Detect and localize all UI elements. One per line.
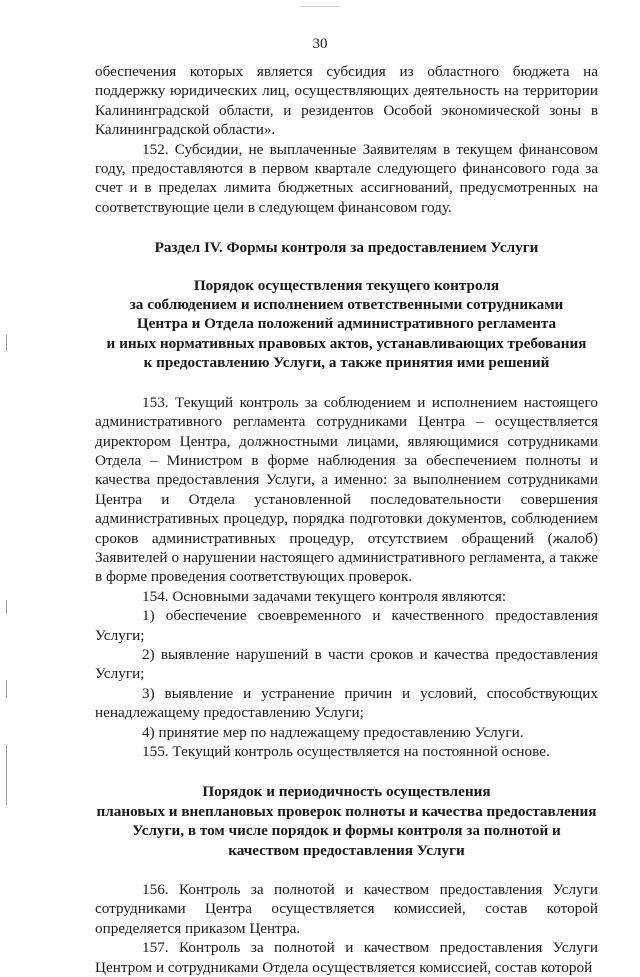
paragraph: 152. Субсидии, не выплаченные Заявителям в текущем финансовом году, предоставляются в первом квартале следующего финансового года за счет и в пределах лимита бюджетных ассигнований, предусмотренных на соответствующие цели в следующем финансовом году. (95, 140, 598, 216)
scan-artifact (6, 600, 7, 614)
paragraph: 153. Текущий контроль за соблюдением и исполнением настоящего административного регламента сотрудниками Центра – осуществляется директором Центра, должностными лицами, являющимися сотрудниками Отдела – Министром в форме наблюдения за обеспечением полноты и качества предоставления Услуги, а именно: за выполнением сотрудниками Центра и Отдела установленной последовательности совершения административных процедур, порядка подготовки документов, соблюдением сроков административных процедур, отсутствием обращений (жалоб) Заявителей о нарушении настоящего административного регламента, а также в форме проведения соответствующих проверок. (95, 393, 598, 586)
paragraph: 155. Текущий контроль осуществляется на постоянной основе. (142, 743, 550, 760)
section-title: Раздел IV. Формы контроля за предоставлением Услуги (154, 239, 539, 257)
document-body (95, 62, 598, 977)
paragraph: обеспечения которых является субсидия из областного бюджета на поддержку юридических лиц, осуществляющих деятельность на территории Калининградской области, и резидентов Особой экономической зоны в Калининградской области». (95, 63, 598, 139)
subsection-heading (95, 782, 598, 860)
heading-line: к предоставлению Услуги, а также принятия ими решений (143, 354, 550, 372)
heading-line: Услуги, в том числе порядок и формы контроля за полнотой и (132, 822, 561, 840)
heading-line: качеством предоставления Услуги (228, 841, 465, 859)
scan-artifact (6, 680, 7, 698)
heading-line: плановых и внеплановых проверок полноты и качества предоставления (96, 802, 597, 820)
list-item: 3) выявление и устранение причин и условий, способствующих ненадлежащему предоставлению Услуги; (95, 684, 598, 722)
paragraph: 154. Основными задачами текущего контроля являются: (142, 587, 507, 605)
heading-line: и иных нормативных правовых актов, устанавливающих требования (106, 334, 587, 352)
scan-artifact (300, 6, 340, 7)
subsection-heading (95, 276, 598, 373)
heading-line: Порядок осуществления текущего контроля (193, 276, 500, 294)
paragraph: 156. Контроль за полнотой и качеством предоставления Услуги сотрудниками Центра осуществляется комиссией, состав которой определяется приказом Центра. (95, 881, 598, 937)
scan-artifact (6, 335, 7, 351)
page-number: 30 (312, 36, 328, 52)
heading-line: за соблюдением и исполнением ответственными сотрудниками (129, 296, 564, 314)
list-item: 2) выявление нарушений в части сроков и качества предоставления Услуги; (95, 645, 598, 683)
list-item: 4) принятие мер по надлежащему предоставлению Услуги. (142, 723, 524, 741)
heading-line: Порядок и периодичность осуществления (202, 783, 491, 801)
scan-artifact (6, 745, 7, 805)
heading-line: Центра и Отдела положений административного регламента (136, 315, 557, 333)
list-item: 1) обеспечение своевременного и качественного предоставления Услуги; (95, 607, 598, 644)
paragraph: 157. Контроль за полнотой и качеством предоставления Услуги Центром и сотрудниками Отдела осуществляется комиссией, состав которой (95, 939, 598, 976)
